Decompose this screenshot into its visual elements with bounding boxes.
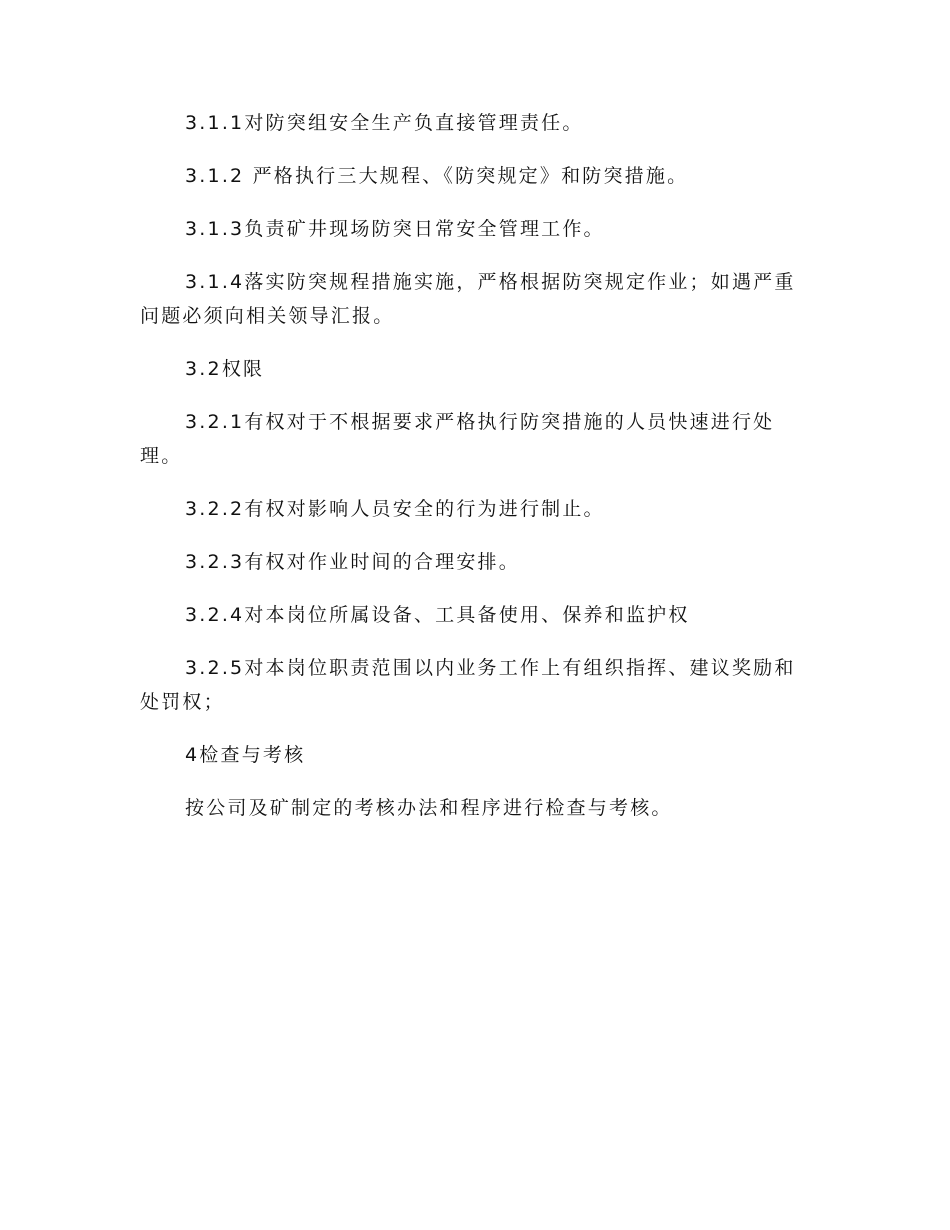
paragraph-4-body: 按公司及矿制定的考核办法和程序进行检查与考核。 — [185, 797, 673, 819]
paragraph-3-1-3: 3.1.3负责矿井现场防突日常安全管理工作。 — [185, 218, 605, 240]
paragraph-3-2-4: 3.2.4对本岗位所属设备、工具备使用、保养和监护权 — [185, 604, 690, 626]
paragraph-3-2-3: 3.2.3有权对作业时间的合理安排。 — [185, 551, 520, 573]
paragraph-3-2-2: 3.2.2有权对影响人员安全的行为进行制止。 — [185, 498, 605, 520]
section-heading-3-2: 3.2权限 — [185, 358, 265, 380]
paragraph-3-1-4: 3.1.4落实防突规程措施实施，严格根据防突规定作业；如遇严重问题必须向相关领导汇报。 — [140, 271, 796, 327]
paragraph-3-1-1: 3.1.1对防突组安全生产负直接管理责任。 — [185, 112, 584, 134]
paragraph-3-2-1: 3.2.1有权对于不根据要求严格执行防突措施的人员快速进行处理。 — [140, 411, 775, 467]
section-heading-4: 4检查与考核 — [185, 744, 306, 766]
document-body — [140, 106, 810, 825]
paragraph-3-1-2: 3.1.2 严格执行三大规程、《防突规定》和防突措施。 — [185, 165, 689, 187]
paragraph-3-2-5: 3.2.5对本岗位职责范围以内业务工作上有组织指挥、建议奖励和处罚权； — [140, 657, 796, 713]
